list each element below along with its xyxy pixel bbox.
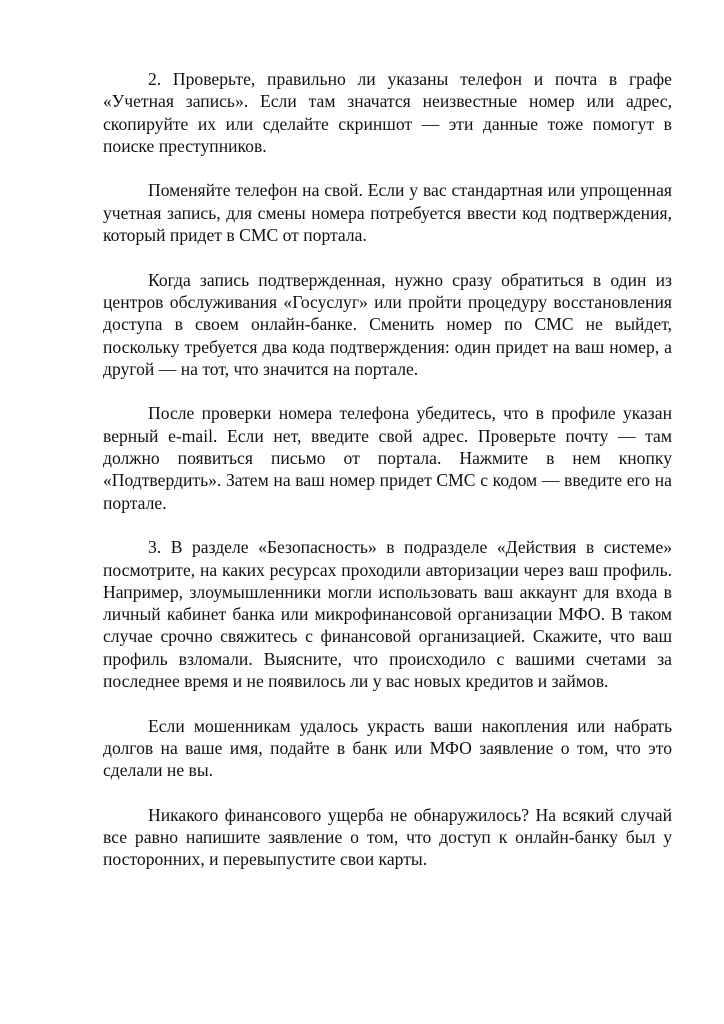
paragraph-no-damage: Никакого финансового ущерба не обнаружилось? На всякий случай все равно напишите заявление о том, что доступ к онлайн-банку был у посторонних, и перевыпустите свои карты. xyxy=(103,804,672,870)
paragraph-confirmed-account: Когда запись подтвержденная, нужно сразу обратиться в один из центров обслуживания «Госуслуг» или пройти процедуру восстановления доступа в своем онлайн-банке. Сменить номер по СМС не выйдет, поскольку требуется два кода подтверждения: один придет на ваш номер, а другой — на тот, что значится на портале. xyxy=(103,269,672,379)
paragraph-check-email: После проверки номера телефона убедитесь, что в профиле указан верный e-mail. Если нет, введите свой адрес. Проверьте почту — там должно появиться письмо от портала. Нажмите в нем кнопку «Подтвердить». Затем на ваш номер придет СМС с кодом — введите его на портале. xyxy=(103,403,672,513)
paragraph-step-2: 2. Проверьте, правильно ли указаны телефон и почта в графе «Учетная запись». Если там значатся неизвестные номер или адрес, скопируйте их или сделайте скриншот — эти данные тоже помогут в поиске преступников. xyxy=(103,69,672,156)
paragraph-theft: Если мошенникам удалось украсть ваши накопления или набрать долгов на ваше имя, подайте в банк или МФО заявление о том, что это сделали не вы. xyxy=(103,715,672,781)
paragraph-change-phone: Поменяйте телефон на свой. Если у вас стандартная или упрощенная учетная запись, для смены номера потребуется ввести код подтверждения, который придет в СМС от портала. xyxy=(103,180,672,246)
paragraph-step-3: 3. В разделе «Безопасность» в подразделе «Действия в системе» посмотрите, на каких ресурсах проходили авторизации через ваш профиль. Например, злоумышленники могли использовать ваш аккаунт для входа в личный кабинет банка или микрофинансовой организации МФО. В таком случае срочно свяжитесь с финансовой организацией. Скажите, что ваш профиль взломали. Выясните, что происходило с вашими счетами за последнее время и не появилось ли у вас новых кредитов и займов. xyxy=(103,537,672,692)
document-body xyxy=(103,68,672,893)
